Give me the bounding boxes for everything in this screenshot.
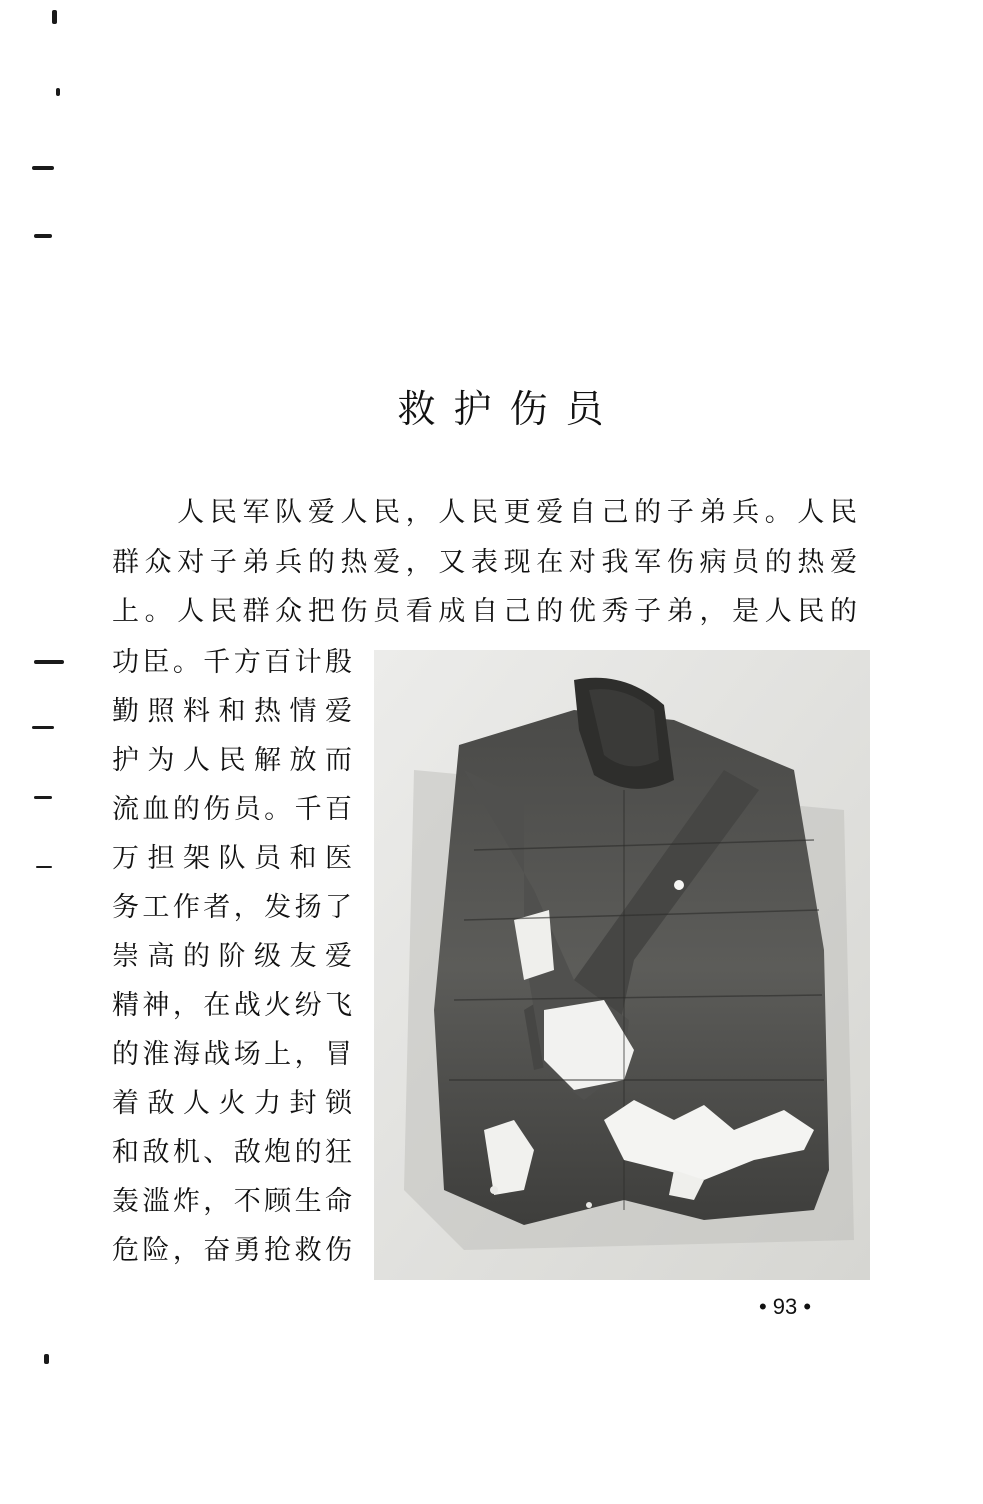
text-line: 的淮海战场上，冒 [112, 1039, 352, 1070]
text-line: 群众对子弟兵的热爱，又表现在对我军伤病员的热爱 [112, 547, 857, 578]
text-line: 功臣。千方百计殷 [112, 647, 352, 678]
binding-mark [34, 660, 64, 664]
text-line: 流血的伤员。千百 [112, 794, 352, 825]
binding-mark [44, 1354, 49, 1364]
page-title: 救护伤员 [397, 387, 622, 431]
text-line: 人民军队爱人民，人民更爱自己的子弟兵。人民 [112, 497, 857, 528]
page-number: • 93 • [758, 1294, 812, 1319]
jacket-photograph-icon [374, 650, 870, 1280]
text-line: 危险，奋勇抢救伤 [112, 1235, 352, 1266]
text-line: 和敌机、敌炮的狂 [112, 1137, 352, 1168]
text-line: 护为人民解放而 [112, 745, 352, 776]
text-line: 勤照料和热情爱 [112, 696, 352, 727]
text-line: 轰滥炸，不顾生命 [112, 1186, 352, 1217]
binding-mark [36, 866, 52, 868]
binding-mark [52, 10, 57, 24]
binding-mark [56, 88, 60, 96]
text-line: 精神，在战火纷飞 [112, 990, 352, 1021]
text-line: 务工作者，发扬了 [112, 892, 352, 923]
jacket-photo [374, 650, 870, 1280]
text-line: 万担架队员和医 [112, 843, 352, 874]
text-line: 崇高的阶级友爱 [112, 941, 352, 972]
binding-mark [32, 166, 54, 170]
text-line: 着敌人火力封锁 [112, 1088, 352, 1119]
text-line: 上。人民群众把伤员看成自己的优秀子弟，是人民的 [112, 596, 857, 627]
binding-mark [32, 726, 54, 729]
binding-mark [34, 796, 52, 799]
binding-mark [34, 234, 52, 238]
